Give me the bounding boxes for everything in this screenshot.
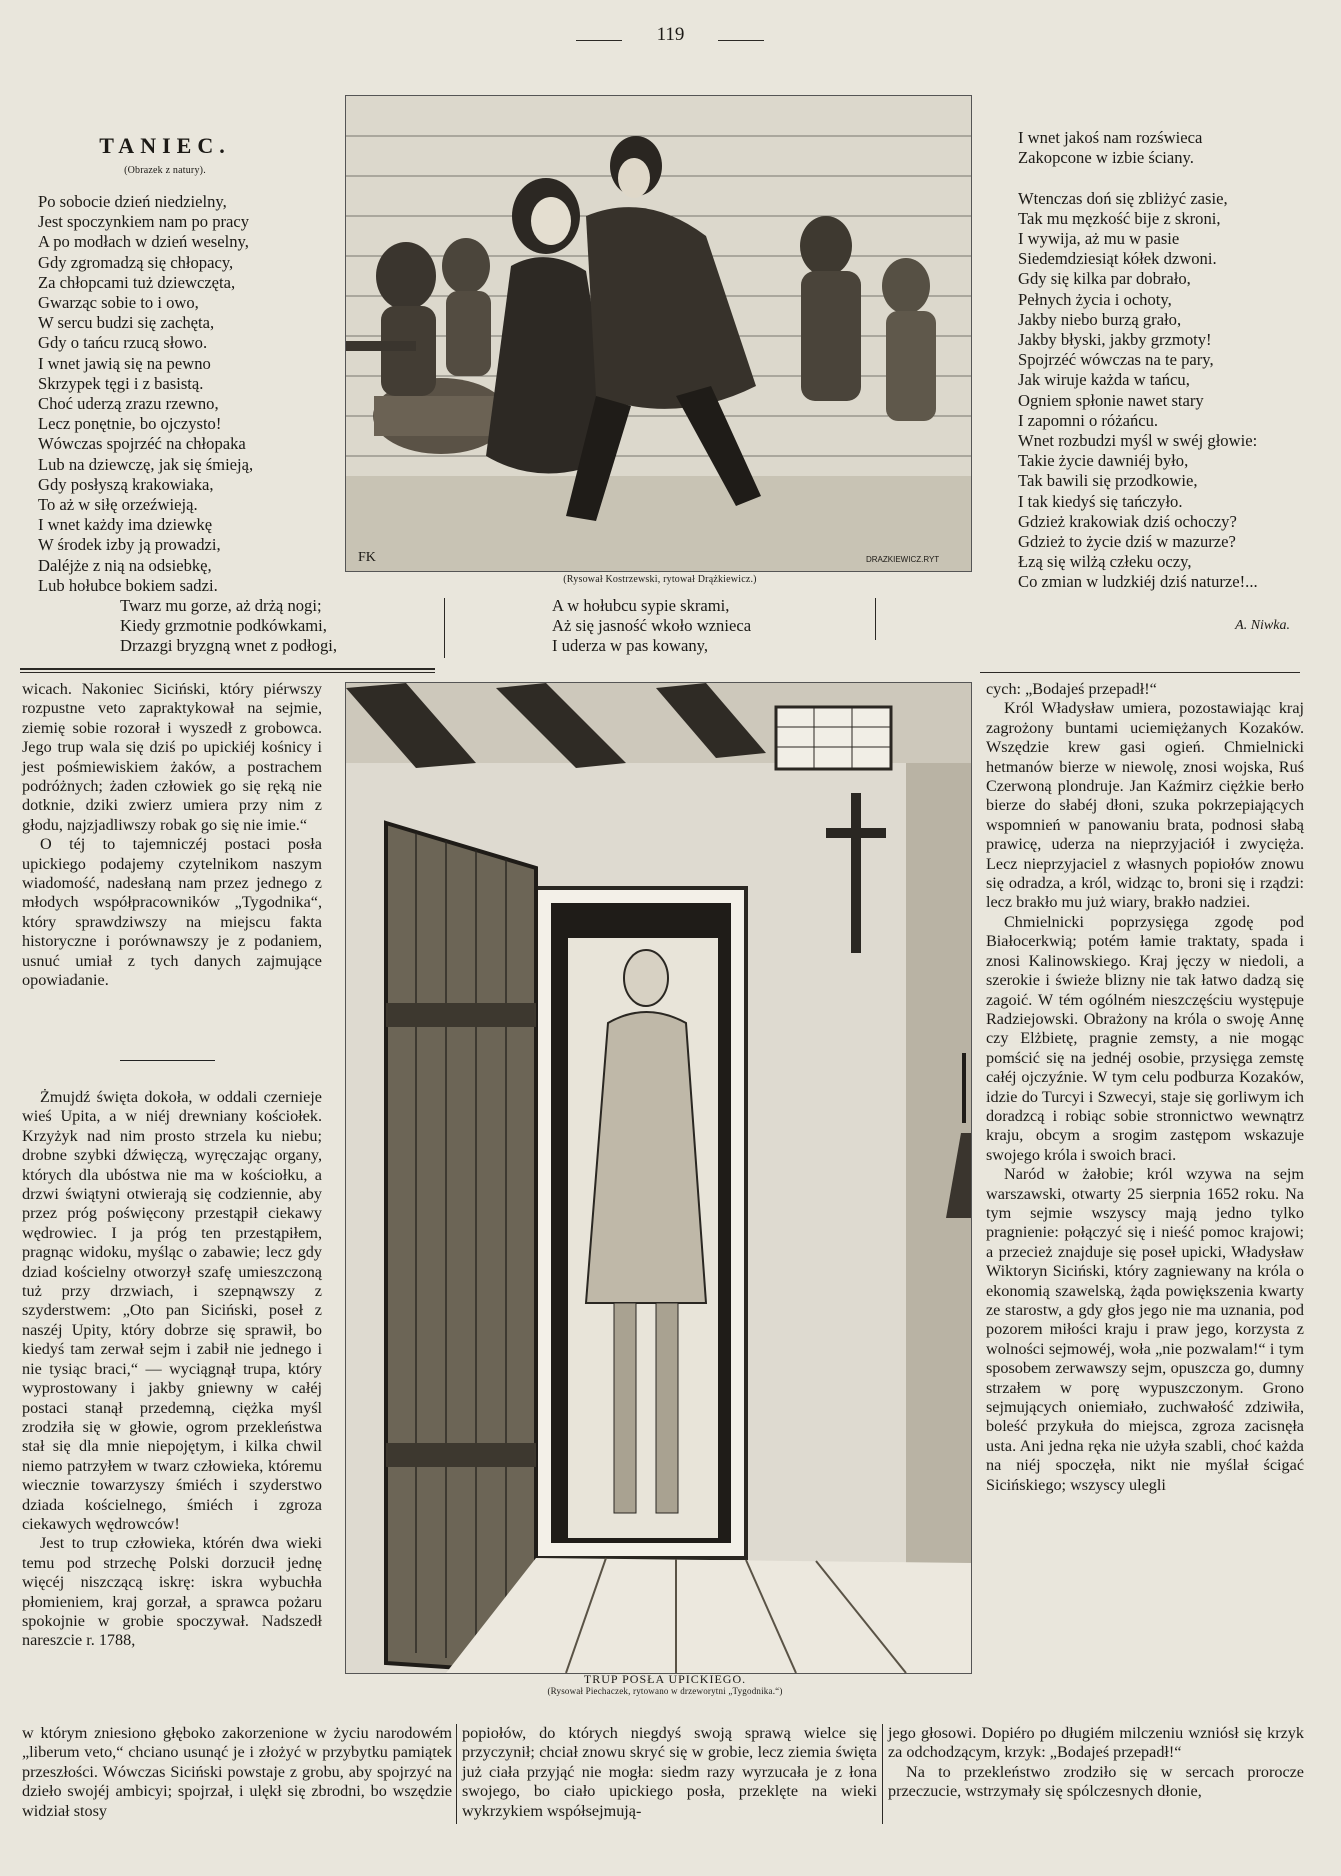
- top-illustration-caption: (Rysował Kostrzewski, rytował Drążkiewicz.): [563, 574, 757, 585]
- poem-right-stanza: I wnet jakoś nam rozświeca Zakopcone w izbie ściany. Wtenczas doń się zbliżyć zasie, Tak mu męzkość bije z skroni, I wywija, aż mu w pasie Siedemdziesiąt kółek dzwoni. Gdy się kilka par dobrało, Pełnych życia i ochoty, Jakby niebo burzą grało, Jakby błyski, jakby grzmoty! Spojrzéć wówczas na te pary, Jak wiruje każda w tańcu, Ogniem spłonie nawet stary I zapomni o różańcu. Wnet rozbudzi myśl w swéj głowie: Takie życie dawniéj było, Tak bawili się przodkowie, I tak kiedyś się tańczyło. Gdzież krakowiak dziś ochoczy? Gdzież to życie dziś w mazurze? Łzą się wilżą człeku oczy, Co zmian w ludzkiéj dziś naturze!...: [1018, 128, 1258, 592]
- page-number: 119: [656, 24, 685, 45]
- poem-subtitle: (Obrazek z natury).: [124, 165, 206, 176]
- article-paragraph: Na to przekleństwo zrodziło się w sercach proroczе przeczucie, wstrzymały się spólczesnych dłonie,: [888, 1762, 1304, 1801]
- column-rule: [456, 1724, 457, 1824]
- article-bottom-right: [888, 1724, 1304, 1802]
- article-paragraph: Jest to trup człowieka, którén dwa wieki temu pod strzechę Polski dorzucił jednę więcéj niszczącą iskrę: iskra wybuchła płomieniem, kraj gorzał, a sprawca pożaru spokojnie w grobie spoczywał. Nadszedł nareszcie r. 1788,: [22, 1534, 322, 1650]
- article-paragraph: Król Władysław umiera, pozostawiając kraj zagrożony buntami uciemiężanych Kozaków. Wszędzie krew gasi ogień. Chmielnicki hetmanów bierze w niewolę, znosi wojska, Ruś Czerwoną plondruje. Jan Kaźmirz ciężkie berło bierze do słabéj dłoni, szuka pokrzepiających wspomnień w panowaniu brata, podnosi słabą prawicę, uderza na nieprzyjaciół i zwycięża. Lecz nieprzyjaciel z własnych popiołów znowu się odradza, a król, widząc to, broni się i rządzi: lecz brakło mu już wiary, brakło nadziei.: [986, 699, 1304, 912]
- dance-engraving: [346, 96, 971, 571]
- article-paragraph: popiołów, do których niegdyś swoją sprawą wielce się przyczynił; chciał znowu skryć się w grobie, lecz ziemia święta już ciała przyjąć nie mogła: siedm razy wyrzucała je z łona swojego, bo ciało upickiego posła, przeklęte na wieki wykrzykiem współsejmują-: [462, 1724, 877, 1820]
- article-bottom-middle: [462, 1724, 877, 1821]
- article-paragraph: jego głosowi. Dopiéro po długiém milczeniu wzniósł się krzyk za odchodzącym, krzyk: „Bodajeś przepadł!“: [888, 1724, 1304, 1762]
- poem-bottom-left: Twarz mu gorze, aż drżą nogi; Kiedy grzmotnie podkówkami, Drzazgi bryzgną wnet z podłogi,: [120, 596, 338, 656]
- article-paragraph: w którym zniesiono głęboko zakorzenione w życiu narodowém „liberum veto,“ chciano usunąć je i złożyć w przybytku pamiątek przeszłości. Wówczas Siciński powstaje z grobu, aby spojrzyć na dzieło swojéj ambicyi; spojrzał, i ulękł się zbrodni, bo wszędzie widział stosy: [22, 1724, 452, 1820]
- illustration-signature-right: DRAZKIEWICZ.RYT: [866, 555, 940, 564]
- article-paragraph: cych: „Bodajeś przepadł!“: [986, 680, 1157, 698]
- article-paragraph: Żmujdź święta dokoła, w oddali czerniejе wieś Upita, a w niéj drewniany kościołek. Krzyżyk nad nim prosto strzela ku niebu; drobne szybki dźwięczą, wyręczając organy, których dla ubóstwa nie ma w kościołku, a drzwi świątyni otwierają się codziennie, aby przez próg poświęcony przestąpił ciekawy wędrowiec. I ja próg ten przestąpiłem, pragnąc widoku, myśląc o zabawie; lecz gdy dziad kościelny otworzył szafę umieszczoną tuż przy drzwiach, i szepnąwszy z szyderstwem: „Oto pan Siciński, poseł z naszéj Upity, który dobrze się sprawił, bo kiedyś tam zerwał sejm i zabił nie jednego i nie tysiąc braci,“ — wyciągnął trupa, który wyprostowany i jakby gniewny w całéj postaci stanął przedemną, ciężka myśl zrodziła się w głowie, ogrom przekleństwa stał się dla mnie niepojętym, i kilka chwil niemo patrzyłem w twarz człowieka, któremu wiecznie towarzyszy śmiéch i szyderstwo dziada kościelnego, śmiéch i zgroza ciekawych wędrowców!: [22, 1088, 322, 1533]
- poem-left-stanza: Po sobocie dzień niedzielny, Jest spoczynkiem nam po pracy A po modłach w dzień weselny, Gdy zgromadzą się chłopacy, Za chłopcami tuż dziewczęta, Gwarząc sobie to i owo, W sercu budzi się zachęta, Gdy o tańcu rzucą słowo. I wnet jawią się na pewno Skrzypek tęgi i z basistą. Choć uderzą zrazu rzewno, Lecz ponętnie, bo ojczysto! Wówczas spojrzéć na chłopaka Lub na dziewczę, jak się śmieją, Gdy posłyszą krakowiaka, To aż w siłę orzeźwieją. I wnet każdy ima dziewkę W środek izby ją prowadzi, Daléjże z nią na odsiebkę, Lub hołubce bokiem sadzi.: [38, 192, 254, 595]
- article-bottom-left: [22, 1724, 452, 1821]
- dance-illustration: [345, 95, 972, 572]
- poem-title: TANIEC.: [99, 133, 231, 158]
- poem-bottom-middle: A w hołubcu sypie skrami, Aż się jasność wkoło wznieca I uderza w pas kowany,: [552, 596, 752, 656]
- section-divider: [20, 668, 435, 670]
- bottom-illustration-caption: TRUP POSŁA UPICKIEGO.: [583, 1672, 747, 1686]
- article-paragraph: wicach. Nakoniec Siciński, który piérwszy rozpustne veto zapraktykował na sejmie, ziemię sobie rozorał i wyszedł z grobowca. Jego trup wala się dziś po upickiéj kośnicy i jest pośmiewiskiem żaków, a postrachem podróżnych; żaden człowiek go się ręką nie dotknie, dziki zwierz umiera przy nim z głodu, najzjadliwszy robak go się nie imie.“: [22, 680, 322, 834]
- corpse-engraving: [346, 683, 971, 1673]
- article-paragraph: Naród w żałobie; król wzywa na sejm warszawski, otwarty 25 sierpnia 1652 roku. Na tym sejmie wszyscy mają jedno tylko pragnienie: połączyć się i nieść pomoc krajowi; a przecież znajduje się poseł upicki, Władysław Wiktoryn Siciński, który zagniewany na króla o ekonomią szawelską, żąda powiększenia kwarty ze starostw, a gdy głos jego nie ma uznania, pod pozorem miłości kraju i praw jego, korzysta z wolności sejmowéj, woła „nie pozwalam!“ i tym sposobem zerwawszy sejm, opuszcza go, dumny strzałem w porę wypuszczonym. Grono sejmujących oniemiało, zuchwałość zdziwiła, boleść przykuła do miejsca, zgroza zacisnęła usta. Ani jedna ręka nie użyła szabli, choć każda na niéj spoczęła, nikt nie myślał ścigać Sicińskiego; wszyscy ulegli: [986, 1165, 1304, 1494]
- paragraph-separator: [120, 1060, 215, 1061]
- article-left-column-continued: [22, 1088, 322, 1651]
- page-number-rule-right: [718, 40, 764, 41]
- bottom-illustration-credit: (Rysował Piechaczek, rytowano w drzeworytni „Tygodnika.“): [547, 1686, 783, 1696]
- poem-column-rule: [444, 598, 445, 658]
- article-right-column: [986, 680, 1304, 1495]
- poem-author: A. Niwka.: [1235, 618, 1290, 633]
- article-paragraph: Chmielnicki poprzysięga zgodę pod Białocerkwią; potém łamie traktaty, spada i znosi Kalinowskiego. Kraj jęczy w niedoli, a szerokie i świeże blizny nie tak łatwo dadzą się zagoić. W tém ogólném nieszczęściu występuje Radziejowski. Obrażony na króla o swoję Annę czy Elżbietę, pragnie zemsty, a nie mogąc pomścić się na jednéj osobie, przysięga zemstę całéj ojczyźnie. W tym celu podburza Kozaków, idzie do Turcyi i Szwecyi, staje się gorliwym ich doradzcą i robiąc sobie stronnictwo wewnątrz kraju, obcym a srogim zastępom wskazuje swojego króla i swoich braci.: [986, 912, 1304, 1164]
- corpse-illustration: [345, 682, 972, 1674]
- page-number-rule-left: [576, 40, 622, 41]
- column-rule: [882, 1724, 883, 1824]
- section-divider: [980, 672, 1300, 673]
- article-paragraph: O téj to tajemniczéj postaci posła upickiego podajemy czytelnikom naszym wiadomość, nadesłaną nam przez jednego z młodych współpracowników „Tygodnika“, który sprawdziwszy na miejscu fakta historyczne i porównawszy je z podaniem, usnuć umiał z tych danych zajmujące opowiadanie.: [22, 835, 322, 990]
- poem-column-rule: [875, 598, 876, 640]
- article-left-column: [22, 680, 322, 991]
- illustration-signature-left: FK: [358, 550, 376, 565]
- section-divider: [20, 672, 435, 673]
